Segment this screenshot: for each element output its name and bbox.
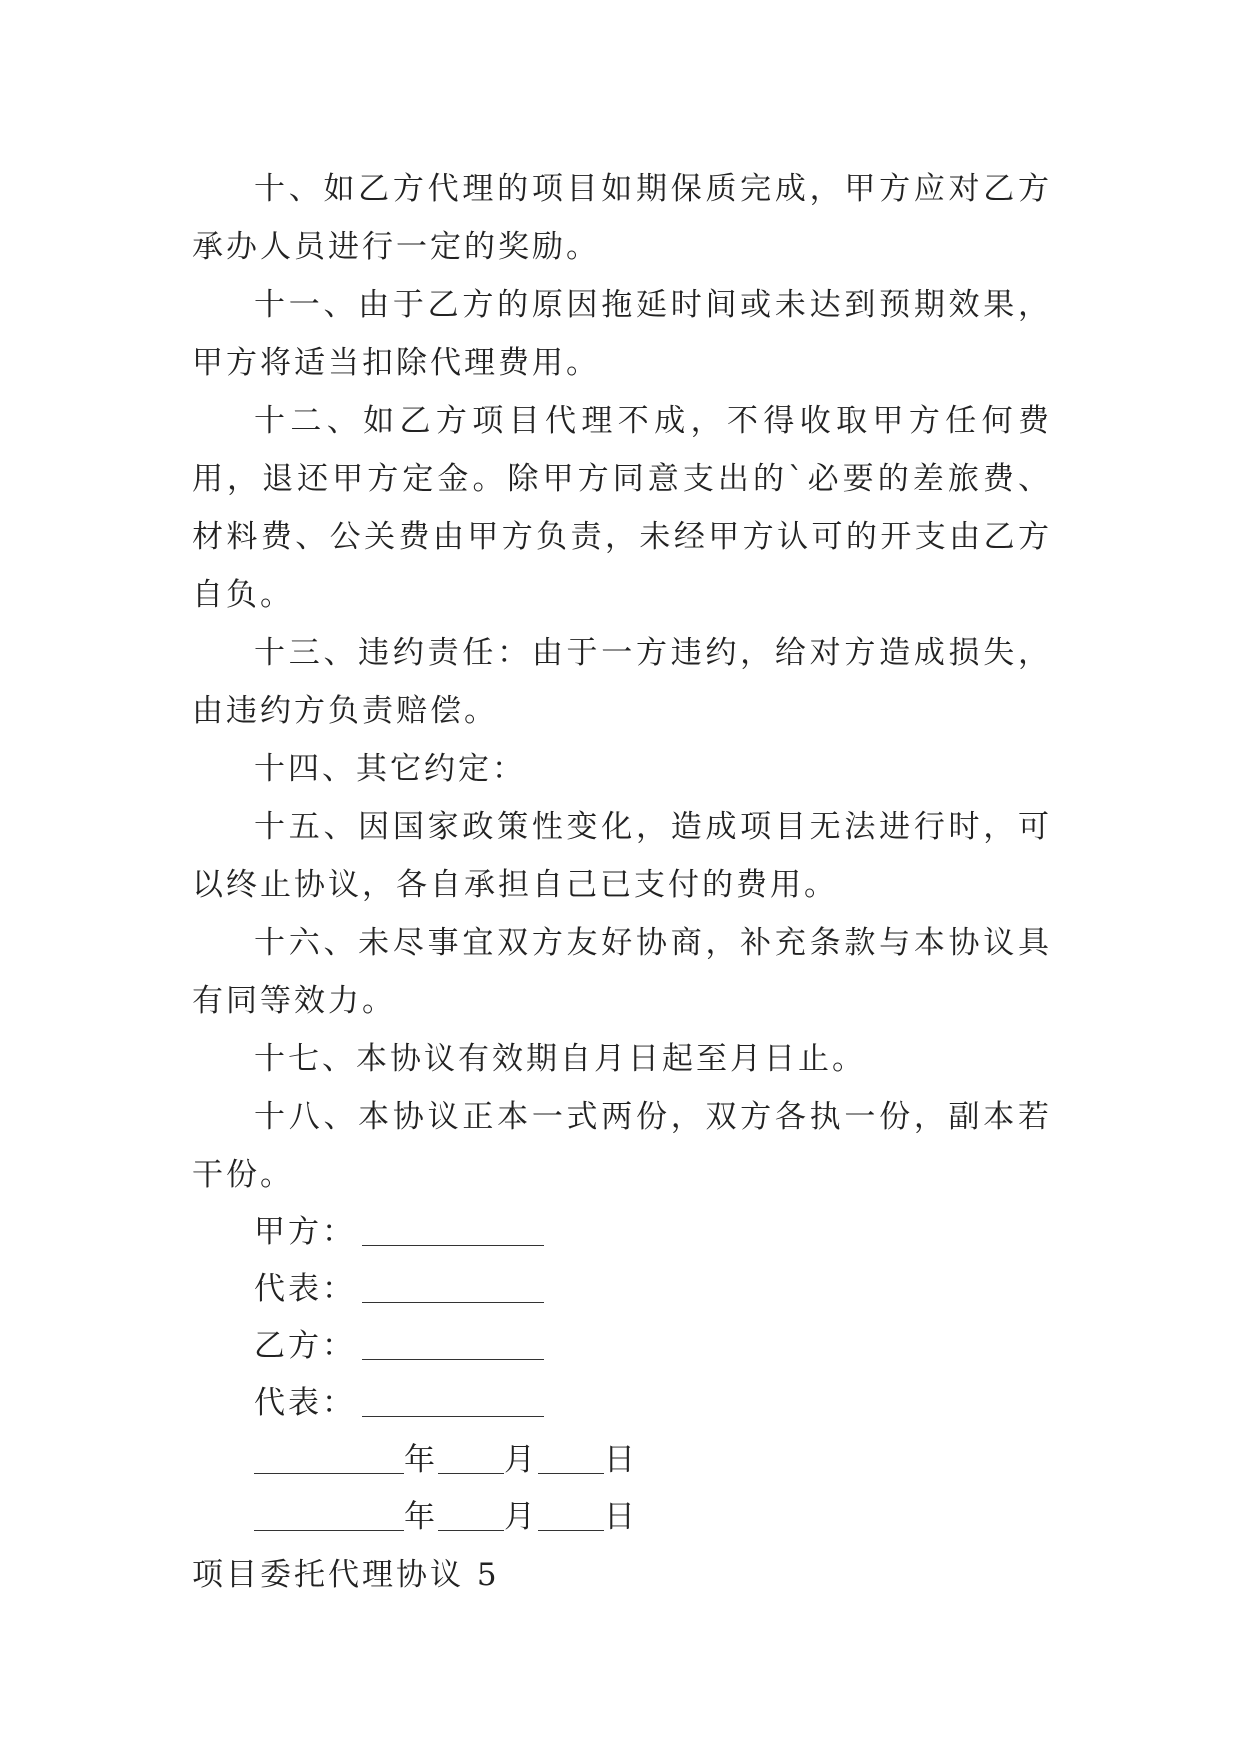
year-label: 年 xyxy=(404,1499,438,1535)
party-a-label: 甲方： xyxy=(254,1214,356,1250)
signature-rep-b xyxy=(192,1375,1052,1432)
rep-b-label: 代表： xyxy=(254,1385,356,1421)
clause-16: 十六、未尽事宜双方友好协商，补充条款与本协议具有同等效力。 xyxy=(192,925,1052,1019)
signature-party-b xyxy=(192,1318,1052,1375)
day-blank xyxy=(538,1528,604,1531)
date-line-2 xyxy=(192,1489,1052,1546)
day-blank xyxy=(538,1471,604,1474)
rep-a-blank xyxy=(362,1300,544,1303)
month-label: 月 xyxy=(504,1442,538,1478)
month-blank xyxy=(438,1528,504,1531)
clause-12: 十二、如乙方项目代理不成，不得收取甲方任何费用，退还甲方定金。除甲方同意支出的`必要的差旅费、材料费、公关费由甲方负责，未经甲方认可的开支由乙方自负。 xyxy=(192,403,1052,613)
clause-18: 十八、本协议正本一式两份，双方各执一份，副本若干份。 xyxy=(192,1099,1052,1193)
year-blank xyxy=(254,1528,404,1531)
rep-a-label: 代表： xyxy=(254,1271,356,1307)
rep-b-blank xyxy=(362,1414,544,1417)
day-label: 日 xyxy=(604,1499,638,1535)
clause-13: 十三、违约责任：由于一方违约，给对方造成损失，由违约方负责赔偿。 xyxy=(192,635,1052,729)
clause-10: 十、如乙方代理的项目如期保质完成，甲方应对乙方承办人员进行一定的奖励。 xyxy=(192,171,1052,265)
document-body xyxy=(192,160,1052,1604)
clause-11: 十一、由于乙方的原因拖延时间或未达到预期效果，甲方将适当扣除代理费用。 xyxy=(192,287,1052,381)
month-label: 月 xyxy=(504,1499,538,1535)
clause-14: 十四、其它约定： xyxy=(254,751,526,787)
party-a-blank xyxy=(362,1243,544,1246)
year-blank xyxy=(254,1471,404,1474)
party-b-label: 乙方： xyxy=(254,1328,356,1364)
party-b-blank xyxy=(362,1357,544,1360)
clause-17: 十七、本协议有效期自月日起至月日止。 xyxy=(254,1041,866,1077)
date-line-1 xyxy=(192,1432,1052,1489)
signature-rep-a xyxy=(192,1261,1052,1318)
year-label: 年 xyxy=(404,1442,438,1478)
day-label: 日 xyxy=(604,1442,638,1478)
next-section-title: 项目委托代理协议 5 xyxy=(192,1557,500,1593)
month-blank xyxy=(438,1471,504,1474)
signature-party-a xyxy=(192,1204,1052,1261)
clause-15: 十五、因国家政策性变化，造成项目无法进行时，可以终止协议，各自承担自己已支付的费用。 xyxy=(192,809,1052,903)
